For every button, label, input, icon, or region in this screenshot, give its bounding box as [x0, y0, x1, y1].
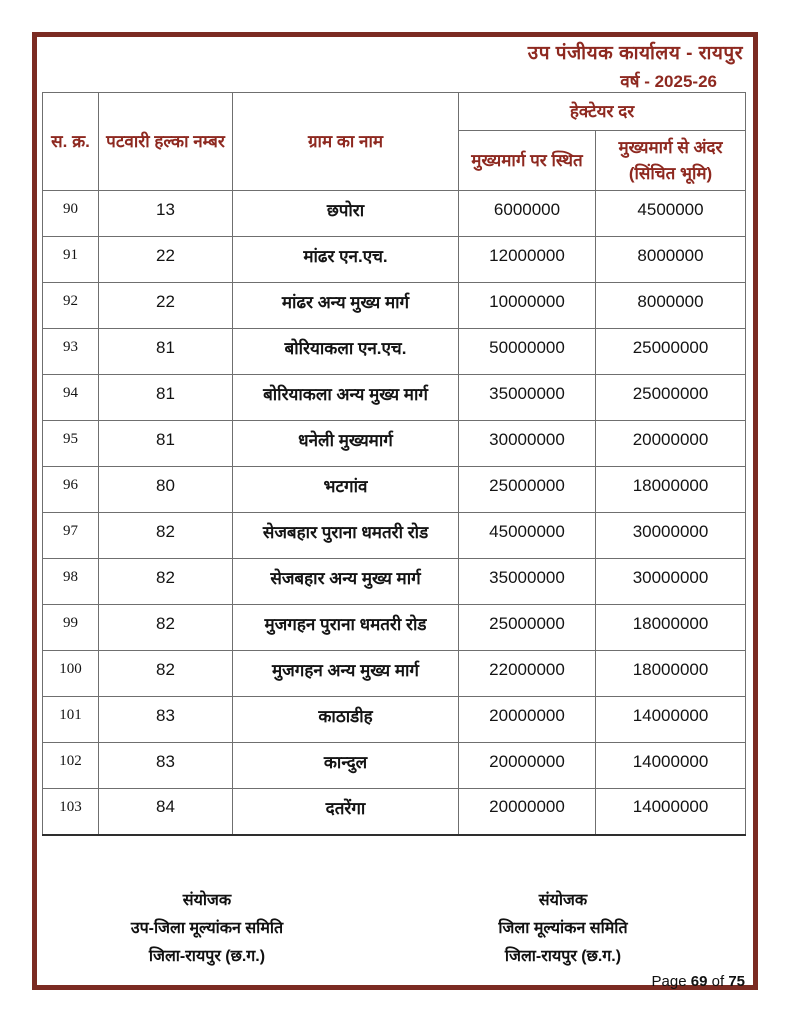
- office-title: उप पंजीयक कार्यालय - रायपुर: [527, 43, 743, 64]
- table-row: [43, 421, 746, 467]
- table-row: [43, 329, 746, 375]
- halka-number-cell: 80: [99, 467, 233, 513]
- rate-on-main-road-cell: 45000000: [459, 513, 596, 559]
- village-name-cell: बोरियाकला एन.एच.: [233, 329, 459, 375]
- rate-on-main-road-cell: 35000000: [459, 559, 596, 605]
- header-serial: स. क्र.: [43, 93, 99, 191]
- rate-on-main-road-cell: 6000000: [459, 191, 596, 237]
- halka-number-cell: 82: [99, 651, 233, 697]
- page-number: [652, 973, 745, 990]
- halka-number-cell: 81: [99, 421, 233, 467]
- table-row: [43, 697, 746, 743]
- rate-inner-cell: 8000000: [596, 237, 746, 283]
- serial-cell: 96: [43, 467, 99, 513]
- signature-right-committee: जिला मूल्यांकन समिति: [498, 920, 628, 937]
- rate-inner-cell: 14000000: [596, 697, 746, 743]
- page-word: Page: [651, 973, 687, 990]
- signature-left-title: संयोजक: [182, 892, 232, 909]
- village-name-cell: मुजगहन पुराना धमतरी रोड: [233, 605, 459, 651]
- header-village: ग्राम का नाम: [233, 93, 459, 191]
- halka-number-cell: 82: [99, 559, 233, 605]
- table-body: [43, 191, 746, 835]
- village-name-cell: छपोरा: [233, 191, 459, 237]
- serial-cell: 94: [43, 375, 99, 421]
- rate-on-main-road-cell: 50000000: [459, 329, 596, 375]
- signature-left-committee: उप-जिला मूल्यांकन समिति: [130, 920, 284, 937]
- header-on-main-road: मुख्यमार्ग पर स्थित: [459, 131, 596, 191]
- rate-inner-cell: 20000000: [596, 421, 746, 467]
- halka-number-cell: 81: [99, 329, 233, 375]
- rate-inner-cell: 25000000: [596, 375, 746, 421]
- rate-inner-cell: 30000000: [596, 513, 746, 559]
- serial-cell: 102: [43, 743, 99, 789]
- header-hectare-rate: हेक्टेयर दर: [459, 93, 746, 131]
- halka-number-cell: 22: [99, 237, 233, 283]
- table-row: [43, 283, 746, 329]
- table-row: [43, 191, 746, 237]
- header-row-1: [43, 93, 746, 131]
- serial-cell: 99: [43, 605, 99, 651]
- document-header: [528, 39, 743, 95]
- village-name-cell: दतरेंगा: [233, 789, 459, 835]
- halka-number-cell: 81: [99, 375, 233, 421]
- table-header: [43, 93, 746, 191]
- rate-on-main-road-cell: 20000000: [459, 743, 596, 789]
- table-row: [43, 651, 746, 697]
- village-name-cell: काठाडीह: [233, 697, 459, 743]
- serial-cell: 101: [43, 697, 99, 743]
- serial-cell: 98: [43, 559, 99, 605]
- of-word: of: [711, 973, 725, 990]
- serial-cell: 91: [43, 237, 99, 283]
- signature-row: [37, 887, 753, 971]
- table-row: [43, 789, 746, 835]
- serial-cell: 97: [43, 513, 99, 559]
- header-inner-from-main-road: मुख्यमार्ग से अंदर (सिंचित भूमि): [596, 131, 746, 191]
- rate-inner-cell: 8000000: [596, 283, 746, 329]
- signature-block-left: [67, 887, 347, 971]
- rate-on-main-road-cell: 25000000: [459, 467, 596, 513]
- page-number-total: 75: [728, 973, 745, 990]
- table-row: [43, 559, 746, 605]
- village-name-cell: मांढर एन.एच.: [233, 237, 459, 283]
- serial-cell: 100: [43, 651, 99, 697]
- rate-on-main-road-cell: 35000000: [459, 375, 596, 421]
- halka-number-cell: 22: [99, 283, 233, 329]
- rate-on-main-road-cell: 10000000: [459, 283, 596, 329]
- halka-number-cell: 82: [99, 513, 233, 559]
- header-halka: पटवारी हल्का नम्बर: [99, 93, 233, 191]
- rate-on-main-road-cell: 22000000: [459, 651, 596, 697]
- serial-cell: 95: [43, 421, 99, 467]
- rate-on-main-road-cell: 20000000: [459, 789, 596, 835]
- table-row: [43, 605, 746, 651]
- rate-on-main-road-cell: 30000000: [459, 421, 596, 467]
- table-row: [43, 237, 746, 283]
- rate-on-main-road-cell: 12000000: [459, 237, 596, 283]
- table-row: [43, 375, 746, 421]
- halka-number-cell: 13: [99, 191, 233, 237]
- table-row: [43, 467, 746, 513]
- rate-inner-cell: 18000000: [596, 651, 746, 697]
- village-name-cell: सेजबहार अन्य मुख्य मार्ग: [233, 559, 459, 605]
- village-name-cell: कान्दुल: [233, 743, 459, 789]
- serial-cell: 103: [43, 789, 99, 835]
- signature-right-title: संयोजक: [538, 892, 588, 909]
- village-name-cell: सेजबहार पुराना धमतरी रोड: [233, 513, 459, 559]
- halka-number-cell: 84: [99, 789, 233, 835]
- village-name-cell: धनेली मुख्यमार्ग: [233, 421, 459, 467]
- table-row: [43, 513, 746, 559]
- village-name-cell: मुजगहन अन्य मुख्य मार्ग: [233, 651, 459, 697]
- rate-inner-cell: 30000000: [596, 559, 746, 605]
- rate-inner-cell: 14000000: [596, 743, 746, 789]
- village-name-cell: भटगांव: [233, 467, 459, 513]
- page-frame: [32, 32, 758, 990]
- rate-inner-cell: 25000000: [596, 329, 746, 375]
- document-footer: [37, 887, 753, 990]
- year-line: वर्ष - 2025-26: [620, 72, 717, 91]
- rate-inner-cell: 18000000: [596, 605, 746, 651]
- serial-cell: 93: [43, 329, 99, 375]
- rate-on-main-road-cell: 25000000: [459, 605, 596, 651]
- signature-right-district: जिला-रायपुर (छ.ग.): [504, 948, 622, 965]
- serial-cell: 90: [43, 191, 99, 237]
- hectare-rate-table: [42, 92, 746, 836]
- halka-number-cell: 83: [99, 743, 233, 789]
- village-name-cell: बोरियाकला अन्य मुख्य मार्ग: [233, 375, 459, 421]
- rate-inner-cell: 14000000: [596, 789, 746, 835]
- rate-inner-cell: 18000000: [596, 467, 746, 513]
- page-number-current: 69: [690, 973, 708, 990]
- village-name-cell: मांढर अन्य मुख्य मार्ग: [233, 283, 459, 329]
- rate-on-main-road-cell: 20000000: [459, 697, 596, 743]
- table-row: [43, 743, 746, 789]
- signature-left-district: जिला-रायपुर (छ.ग.): [148, 948, 266, 965]
- signature-block-right: [423, 887, 703, 971]
- halka-number-cell: 83: [99, 697, 233, 743]
- serial-cell: 92: [43, 283, 99, 329]
- halka-number-cell: 82: [99, 605, 233, 651]
- rate-inner-cell: 4500000: [596, 191, 746, 237]
